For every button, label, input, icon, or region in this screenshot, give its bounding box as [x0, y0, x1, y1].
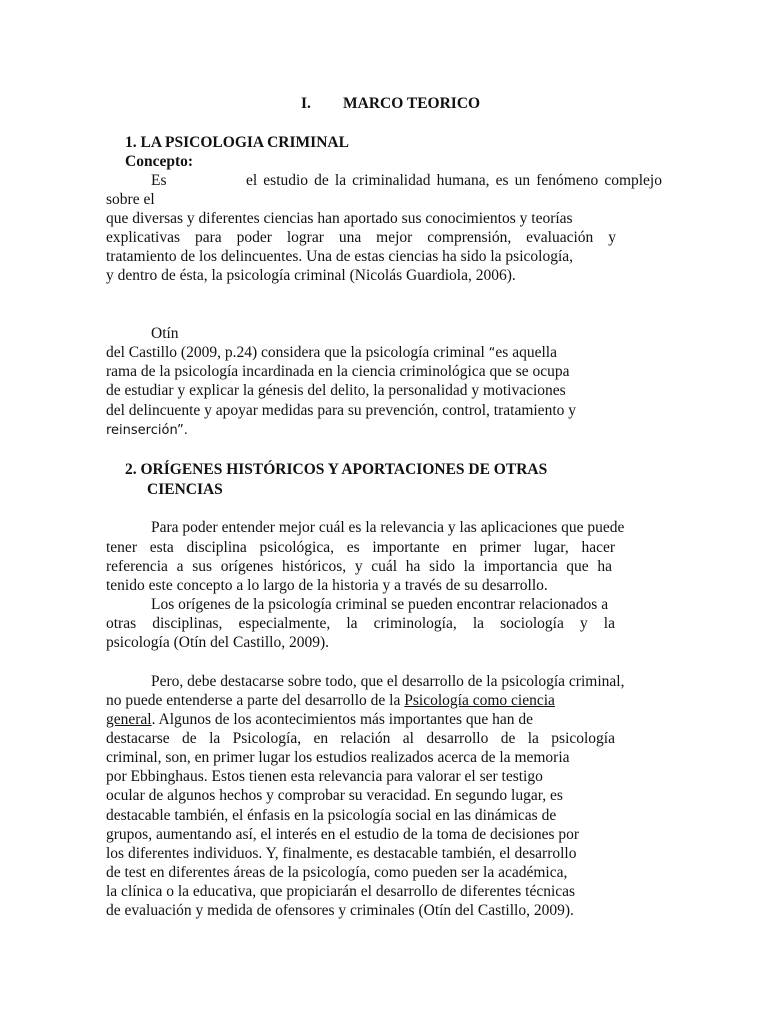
s2-para3-line9: grupos, aumentando así, el interés en el estudio de la toma de decisiones por [106, 826, 580, 843]
s2-para3-line6: por Ebbinghaus. Estos tienen esta relevancia para valorar el ser testigo [106, 768, 543, 785]
s2-para3-line2: no puede entenderse a parte del desarrollo de la Psicología como ciencia [106, 692, 555, 709]
para2-line5: del delincuente y apoyar medidas para su prevención, control, tratamiento y [106, 402, 576, 419]
s2-para3-line1: Pero, debe destacarse sobre todo, que el desarrollo de la psicología criminal, [151, 673, 625, 690]
para1-line1: el estudio de la criminalidad humana, es un fenómeno complejo [246, 172, 662, 189]
para1-line5: tratamiento de los delincuentes. Una de estas ciencias ha sido la psicología, [106, 248, 574, 265]
s2-para1-line3: referencia a sus orígenes históricos, y cuál ha sido la importancia que ha [106, 558, 612, 575]
heading-numeral: I. [301, 95, 311, 112]
s2-para3-line7: ocular de algunos hechos y comprobar su veracidad. En segundo lugar, es [106, 787, 563, 804]
para2-line2: del Castillo (2009, p.24) considera que la psicología criminal “es aquella [106, 344, 557, 361]
para2-line4: de estudiar y explicar la génesis del delito, la personalidad y motivaciones [106, 382, 566, 399]
para2-line3: rama de la psicología incardinada en la ciencia criminológica que se ocupa [106, 363, 570, 380]
para1-line6: y dentro de ésta, la psicología criminal (Nicolás Guardiola, 2006). [106, 267, 516, 284]
para2-line6: reinserción”. [106, 423, 188, 438]
section-2-heading-line2: CIENCIAS [147, 481, 223, 498]
section-1-subheading: Concepto: [125, 153, 194, 170]
s2-para3-line10: los diferentes individuos. Y, finalmente, es destacable también, el desarrollo [106, 845, 577, 862]
para1-line4: explicativas para poder lograr una mejor comprensión, evaluación y [106, 229, 616, 246]
section-1-heading: 1. LA PSICOLOGIA CRIMINAL [125, 134, 349, 151]
section-2-heading-line1: 2. ORÍGENES HISTÓRICOS Y APORTACIONES DE OTRAS [125, 461, 548, 478]
para2-line1: Otín [151, 325, 179, 342]
s2-para3-line5: criminal, son, en primer lugar los estudios realizados acerca de la memoria [106, 749, 570, 766]
para1-line3: que diversas y diferentes ciencias han aportado sus conocimientos y teorías [106, 210, 573, 227]
s2-para1-line4: tenido este concepto a lo largo de la historia y a través de su desarrollo. [106, 577, 548, 594]
s2-para3-line8: destacable también, el énfasis en la psicología social en las dinámicas de [106, 807, 557, 824]
psicologia-link-part2[interactable]: general [106, 711, 152, 728]
s2-para3-line11: de test en diferentes áreas de la psicología, como pueden ser la académica, [106, 864, 568, 881]
psicologia-link-part1[interactable]: Psicología como ciencia [404, 692, 555, 709]
s2-para3-line13: de evaluación y medida de ofensores y criminales (Otín del Castillo, 2009). [106, 902, 574, 919]
s2-para3-line12: la clínica o la educativa, que propiciarán el desarrollo de diferentes técnicas [106, 883, 576, 900]
s2-para2-line2: otras disciplinas, especialmente, la criminología, la sociología y la [106, 615, 615, 632]
s2-para2-line1: Los orígenes de la psicología criminal se pueden encontrar relacionados a [151, 596, 609, 613]
s2-para1-line1: Para poder entender mejor cuál es la relevancia y las aplicaciones que puede [151, 519, 625, 536]
para1-line2: sobre el [106, 191, 155, 208]
s2-para3-line3: general. Algunos de los acontecimientos más importantes que han de [106, 711, 534, 728]
s2-para2-line3: psicología (Otín del Castillo, 2009). [106, 634, 330, 651]
s2-para3-line4: destacarse de la Psicología, en relación al desarrollo de la psicología [106, 730, 615, 747]
page-title: MARCO TEORICO [343, 95, 481, 112]
para1-line1-es: Es [151, 172, 167, 189]
s2-para1-line2: tener esta disciplina psicológica, es importante en primer lugar, hacer [106, 539, 615, 556]
